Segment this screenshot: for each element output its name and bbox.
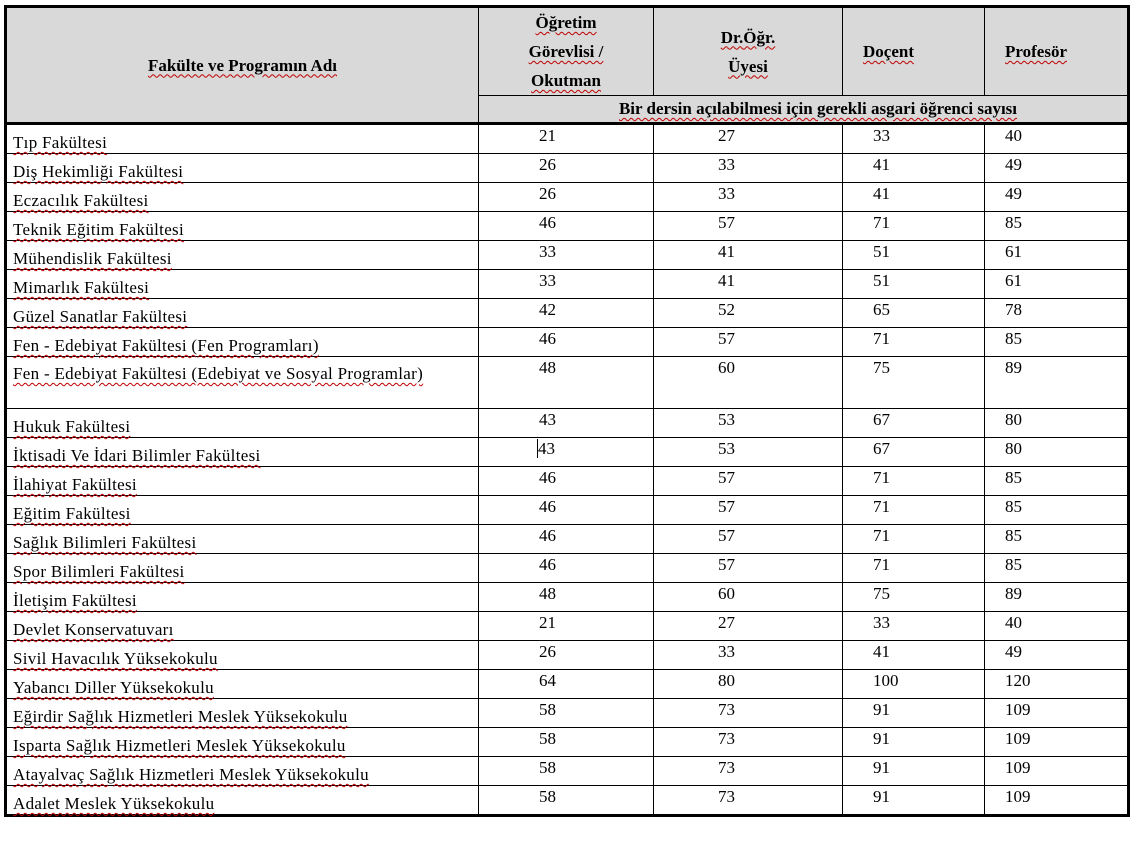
profesor-cell[interactable] bbox=[985, 612, 1129, 641]
ogretim-gorevlisi-cell[interactable] bbox=[479, 786, 654, 816]
header-drogr-line2: Üyesi bbox=[728, 56, 768, 76]
profesor-value: 78 bbox=[1005, 300, 1022, 319]
header-faculty-name: Fakülte ve Programın Adı bbox=[6, 7, 479, 124]
profesor-cell[interactable] bbox=[985, 786, 1129, 816]
docent-value: 33 bbox=[873, 613, 890, 632]
drogr-value: 73 bbox=[718, 729, 735, 748]
profesor-value: 40 bbox=[1005, 613, 1022, 632]
header-dr-ogr-uyesi bbox=[654, 7, 843, 96]
docent-cell[interactable] bbox=[843, 670, 985, 699]
docent-cell[interactable] bbox=[843, 612, 985, 641]
docent-cell[interactable] bbox=[843, 467, 985, 496]
profesor-value: 89 bbox=[1005, 358, 1022, 377]
docent-value: 100 bbox=[873, 671, 899, 690]
ogretim-value: 26 bbox=[539, 184, 556, 203]
table-row bbox=[6, 409, 1129, 438]
drogr-value: 57 bbox=[718, 213, 735, 232]
docent-value: 71 bbox=[873, 213, 890, 232]
dr-ogr-uyesi-cell[interactable] bbox=[654, 525, 843, 554]
table-row bbox=[6, 641, 1129, 670]
docent-cell[interactable] bbox=[843, 525, 985, 554]
table-body bbox=[6, 124, 1129, 816]
faculty-name-cell[interactable] bbox=[6, 699, 479, 728]
dr-ogr-uyesi-cell[interactable] bbox=[654, 699, 843, 728]
profesor-value: 89 bbox=[1005, 584, 1022, 603]
docent-value: 41 bbox=[873, 184, 890, 203]
faculty-name: İktisadi Ve İdari Bilimler Fakültesi bbox=[13, 446, 261, 465]
drogr-value: 27 bbox=[718, 613, 735, 632]
ogretim-gorevlisi-cell[interactable] bbox=[479, 496, 654, 525]
drogr-value: 57 bbox=[718, 526, 735, 545]
ogretim-gorevlisi-cell[interactable] bbox=[479, 699, 654, 728]
ogretim-gorevlisi-cell[interactable] bbox=[479, 183, 654, 212]
faculty-name-cell[interactable] bbox=[6, 328, 479, 357]
docent-value: 91 bbox=[873, 729, 890, 748]
faculty-name-cell[interactable] bbox=[6, 183, 479, 212]
docent-value: 67 bbox=[873, 439, 890, 458]
ogretim-value: 48 bbox=[539, 584, 556, 603]
ogretim-gorevlisi-cell[interactable] bbox=[479, 299, 654, 328]
faculty-name: Mimarlık Fakültesi bbox=[13, 278, 150, 297]
ogretim-gorevlisi-cell[interactable] bbox=[479, 270, 654, 299]
ogretim-value: 33 bbox=[539, 271, 556, 290]
ogretim-gorevlisi-cell[interactable] bbox=[479, 438, 654, 467]
dr-ogr-uyesi-cell[interactable] bbox=[654, 438, 843, 467]
ogretim-gorevlisi-cell[interactable] bbox=[479, 467, 654, 496]
ogretim-gorevlisi-cell[interactable] bbox=[479, 328, 654, 357]
faculty-name-cell[interactable] bbox=[6, 124, 479, 154]
dr-ogr-uyesi-cell[interactable] bbox=[654, 786, 843, 816]
faculty-name: Mühendislik Fakültesi bbox=[13, 249, 172, 268]
drogr-value: 60 bbox=[718, 358, 735, 377]
drogr-value: 57 bbox=[718, 468, 735, 487]
ogretim-value: 43 bbox=[539, 410, 556, 429]
table-row bbox=[6, 212, 1129, 241]
table-row bbox=[6, 786, 1129, 816]
ogretim-value: 48 bbox=[539, 358, 556, 377]
docent-cell[interactable] bbox=[843, 699, 985, 728]
ogretim-gorevlisi-cell[interactable] bbox=[479, 357, 654, 409]
faculty-name: Eğirdir Sağlık Hizmetleri Meslek Yüksekokulu bbox=[13, 707, 348, 726]
docent-value: 91 bbox=[873, 700, 890, 719]
faculty-name: Güzel Sanatlar Fakültesi bbox=[13, 307, 188, 326]
faculty-name: İlahiyat Fakültesi bbox=[13, 475, 137, 494]
ogretim-value: 43 bbox=[538, 439, 555, 458]
profesor-cell[interactable] bbox=[985, 299, 1129, 328]
dr-ogr-uyesi-cell[interactable] bbox=[654, 357, 843, 409]
dr-ogr-uyesi-cell[interactable] bbox=[654, 496, 843, 525]
docent-cell[interactable] bbox=[843, 241, 985, 270]
profesor-cell[interactable] bbox=[985, 583, 1129, 612]
table-row bbox=[6, 241, 1129, 270]
docent-value: 51 bbox=[873, 242, 890, 261]
docent-value: 71 bbox=[873, 329, 890, 348]
faculty-name-cell[interactable] bbox=[6, 299, 479, 328]
ogretim-gorevlisi-cell[interactable] bbox=[479, 212, 654, 241]
ogretim-value: 46 bbox=[539, 555, 556, 574]
docent-cell[interactable] bbox=[843, 728, 985, 757]
drogr-value: 73 bbox=[718, 758, 735, 777]
ogretim-gorevlisi-cell[interactable] bbox=[479, 583, 654, 612]
drogr-value: 53 bbox=[718, 410, 735, 429]
docent-cell[interactable] bbox=[843, 124, 985, 154]
profesor-value: 80 bbox=[1005, 439, 1022, 458]
faculty-name: Atayalvaç Sağlık Hizmetleri Meslek Yüksekokulu bbox=[13, 765, 369, 784]
table-row bbox=[6, 728, 1129, 757]
faculty-name-cell[interactable] bbox=[6, 270, 479, 299]
dr-ogr-uyesi-cell[interactable] bbox=[654, 583, 843, 612]
ogretim-value: 42 bbox=[539, 300, 556, 319]
profesor-cell[interactable] bbox=[985, 757, 1129, 786]
faculty-name-cell[interactable] bbox=[6, 641, 479, 670]
profesor-cell[interactable] bbox=[985, 154, 1129, 183]
table-row bbox=[6, 757, 1129, 786]
faculty-name-cell[interactable] bbox=[6, 670, 479, 699]
profesor-cell[interactable] bbox=[985, 124, 1129, 154]
ogretim-gorevlisi-cell[interactable] bbox=[479, 670, 654, 699]
document-page bbox=[4, 5, 1127, 817]
profesor-value: 80 bbox=[1005, 410, 1022, 429]
ogretim-gorevlisi-cell[interactable] bbox=[479, 612, 654, 641]
profesor-value: 85 bbox=[1005, 526, 1022, 545]
profesor-cell[interactable] bbox=[985, 670, 1129, 699]
dr-ogr-uyesi-cell[interactable] bbox=[654, 270, 843, 299]
table-row bbox=[6, 467, 1129, 496]
drogr-value: 60 bbox=[718, 584, 735, 603]
drogr-value: 33 bbox=[718, 155, 735, 174]
profesor-value: 61 bbox=[1005, 242, 1022, 261]
profesor-value: 49 bbox=[1005, 184, 1022, 203]
ogretim-gorevlisi-cell[interactable] bbox=[479, 124, 654, 154]
drogr-value: 57 bbox=[718, 555, 735, 574]
table-row bbox=[6, 496, 1129, 525]
drogr-value: 57 bbox=[718, 497, 735, 516]
drogr-value: 41 bbox=[718, 271, 735, 290]
drogr-value: 73 bbox=[718, 787, 735, 806]
ogretim-value: 26 bbox=[539, 642, 556, 661]
faculty-name: Sivil Havacılık Yüksekokulu bbox=[13, 649, 218, 668]
faculty-name: Devlet Konservatuvarı bbox=[13, 620, 174, 639]
ogretim-value: 46 bbox=[539, 468, 556, 487]
profesor-value: 120 bbox=[1005, 671, 1031, 690]
ogretim-value: 46 bbox=[539, 329, 556, 348]
dr-ogr-uyesi-cell[interactable] bbox=[654, 328, 843, 357]
header-ogretim-line1: Öğretim bbox=[535, 13, 597, 32]
header-ogretim-gorevlisi bbox=[479, 7, 654, 96]
minimum-students-table bbox=[4, 5, 1130, 817]
faculty-name: Spor Bilimleri Fakültesi bbox=[13, 562, 185, 581]
dr-ogr-uyesi-cell[interactable] bbox=[654, 183, 843, 212]
docent-cell[interactable] bbox=[843, 299, 985, 328]
faculty-name-cell[interactable] bbox=[6, 612, 479, 641]
docent-cell[interactable] bbox=[843, 786, 985, 816]
docent-value: 75 bbox=[873, 584, 890, 603]
docent-cell[interactable] bbox=[843, 328, 985, 357]
ogretim-gorevlisi-cell[interactable] bbox=[479, 154, 654, 183]
faculty-name: Tıp Fakültesi bbox=[13, 133, 108, 152]
docent-cell[interactable] bbox=[843, 496, 985, 525]
faculty-name: Diş Hekimliği Fakültesi bbox=[13, 162, 184, 181]
profesor-cell[interactable] bbox=[985, 438, 1129, 467]
docent-cell[interactable] bbox=[843, 357, 985, 409]
docent-value: 71 bbox=[873, 497, 890, 516]
docent-value: 71 bbox=[873, 555, 890, 574]
table-row bbox=[6, 299, 1129, 328]
docent-cell[interactable] bbox=[843, 757, 985, 786]
ogretim-gorevlisi-cell[interactable] bbox=[479, 554, 654, 583]
table-row bbox=[6, 183, 1129, 212]
ogretim-value: 21 bbox=[539, 613, 556, 632]
drogr-value: 33 bbox=[718, 642, 735, 661]
faculty-name-cell[interactable] bbox=[6, 154, 479, 183]
table-row bbox=[6, 699, 1129, 728]
faculty-name-cell[interactable] bbox=[6, 496, 479, 525]
ogretim-value: 26 bbox=[539, 155, 556, 174]
faculty-name-cell[interactable] bbox=[6, 409, 479, 438]
profesor-value: 85 bbox=[1005, 497, 1022, 516]
docent-value: 33 bbox=[873, 126, 890, 145]
table-row bbox=[6, 124, 1129, 154]
table-row bbox=[6, 525, 1129, 554]
faculty-name: Hukuk Fakültesi bbox=[13, 417, 131, 436]
profesor-cell[interactable] bbox=[985, 241, 1129, 270]
dr-ogr-uyesi-cell[interactable] bbox=[654, 612, 843, 641]
docent-cell[interactable] bbox=[843, 270, 985, 299]
profesor-value: 40 bbox=[1005, 126, 1022, 145]
faculty-name-cell[interactable] bbox=[6, 525, 479, 554]
ogretim-value: 58 bbox=[539, 787, 556, 806]
faculty-name-cell[interactable] bbox=[6, 583, 479, 612]
docent-cell[interactable] bbox=[843, 183, 985, 212]
profesor-cell[interactable] bbox=[985, 467, 1129, 496]
docent-value: 41 bbox=[873, 642, 890, 661]
faculty-name: Yabancı Diller Yüksekokulu bbox=[13, 678, 214, 697]
profesor-value: 61 bbox=[1005, 271, 1022, 290]
profesor-value: 109 bbox=[1005, 700, 1031, 719]
ogretim-value: 58 bbox=[539, 729, 556, 748]
ogretim-value: 58 bbox=[539, 758, 556, 777]
header-drogr-line1: Dr.Öğr. bbox=[720, 27, 776, 47]
profesor-cell[interactable] bbox=[985, 728, 1129, 757]
drogr-value: 80 bbox=[718, 671, 735, 690]
ogretim-gorevlisi-cell[interactable] bbox=[479, 757, 654, 786]
dr-ogr-uyesi-cell[interactable] bbox=[654, 554, 843, 583]
table-row bbox=[6, 612, 1129, 641]
table-row bbox=[6, 154, 1129, 183]
faculty-name: Fen - Edebiyat Fakültesi (Edebiyat ve Sosyal Programlar) bbox=[13, 364, 424, 383]
docent-value: 71 bbox=[873, 468, 890, 487]
ogretim-gorevlisi-cell[interactable] bbox=[479, 525, 654, 554]
table-row bbox=[6, 328, 1129, 357]
profesor-cell[interactable] bbox=[985, 496, 1129, 525]
faculty-name: Adalet Meslek Yüksekokulu bbox=[13, 794, 215, 813]
faculty-name: Eğitim Fakültesi bbox=[13, 504, 131, 523]
ogretim-value: 33 bbox=[539, 242, 556, 261]
profesor-cell[interactable] bbox=[985, 554, 1129, 583]
docent-value: 75 bbox=[873, 358, 890, 377]
dr-ogr-uyesi-cell[interactable] bbox=[654, 241, 843, 270]
header-ogretim-line3: Okutman bbox=[531, 71, 601, 90]
docent-cell[interactable] bbox=[843, 438, 985, 467]
docent-cell[interactable] bbox=[843, 409, 985, 438]
faculty-name-cell[interactable] bbox=[6, 212, 479, 241]
faculty-name: İletişim Fakültesi bbox=[13, 591, 137, 610]
faculty-name: Fen - Edebiyat Fakültesi (Fen Programları) bbox=[13, 336, 319, 355]
ogretim-value: 46 bbox=[539, 526, 556, 545]
profesor-value: 85 bbox=[1005, 555, 1022, 574]
profesor-cell[interactable] bbox=[985, 357, 1129, 409]
ogretim-gorevlisi-cell[interactable] bbox=[479, 641, 654, 670]
faculty-name: Isparta Sağlık Hizmetleri Meslek Yüksekokulu bbox=[13, 736, 346, 755]
docent-value: 41 bbox=[873, 155, 890, 174]
ogretim-value: 46 bbox=[539, 213, 556, 232]
ogretim-value: 58 bbox=[539, 700, 556, 719]
ogretim-gorevlisi-cell[interactable] bbox=[479, 409, 654, 438]
dr-ogr-uyesi-cell[interactable] bbox=[654, 467, 843, 496]
faculty-name-cell[interactable] bbox=[6, 728, 479, 757]
docent-value: 65 bbox=[873, 300, 890, 319]
docent-cell[interactable] bbox=[843, 212, 985, 241]
faculty-name-cell[interactable] bbox=[6, 438, 479, 467]
profesor-cell[interactable] bbox=[985, 641, 1129, 670]
profesor-value: 85 bbox=[1005, 213, 1022, 232]
drogr-value: 41 bbox=[718, 242, 735, 261]
docent-cell[interactable] bbox=[843, 554, 985, 583]
docent-cell[interactable] bbox=[843, 641, 985, 670]
dr-ogr-uyesi-cell[interactable] bbox=[654, 641, 843, 670]
docent-cell[interactable] bbox=[843, 154, 985, 183]
dr-ogr-uyesi-cell[interactable] bbox=[654, 299, 843, 328]
profesor-cell[interactable] bbox=[985, 409, 1129, 438]
profesor-value: 49 bbox=[1005, 155, 1022, 174]
profesor-cell[interactable] bbox=[985, 699, 1129, 728]
drogr-value: 33 bbox=[718, 184, 735, 203]
faculty-name: Teknik Eğitim Fakültesi bbox=[13, 220, 184, 239]
profesor-cell[interactable] bbox=[985, 328, 1129, 357]
table-row bbox=[6, 357, 1129, 409]
ogretim-value: 46 bbox=[539, 497, 556, 516]
subheader-min-students: Bir dersin açılabilmesi için gerekli asgari öğrenci sayısı bbox=[479, 96, 1129, 124]
header-profesor: Profesör bbox=[985, 7, 1129, 96]
faculty-name-cell[interactable] bbox=[6, 241, 479, 270]
docent-value: 91 bbox=[873, 787, 890, 806]
ogretim-gorevlisi-cell[interactable] bbox=[479, 241, 654, 270]
ogretim-value: 64 bbox=[539, 671, 556, 690]
profesor-value: 109 bbox=[1005, 758, 1031, 777]
drogr-value: 57 bbox=[718, 329, 735, 348]
table-row bbox=[6, 670, 1129, 699]
profesor-cell[interactable] bbox=[985, 212, 1129, 241]
profesor-value: 85 bbox=[1005, 329, 1022, 348]
faculty-name-cell[interactable] bbox=[6, 554, 479, 583]
drogr-value: 53 bbox=[718, 439, 735, 458]
table-row bbox=[6, 438, 1129, 467]
header-row bbox=[6, 7, 1129, 96]
drogr-value: 27 bbox=[718, 126, 735, 145]
profesor-cell[interactable] bbox=[985, 525, 1129, 554]
table-row bbox=[6, 270, 1129, 299]
drogr-value: 73 bbox=[718, 700, 735, 719]
docent-value: 51 bbox=[873, 271, 890, 290]
profesor-value: 109 bbox=[1005, 729, 1031, 748]
faculty-name-cell[interactable] bbox=[6, 467, 479, 496]
dr-ogr-uyesi-cell[interactable] bbox=[654, 409, 843, 438]
faculty-name: Eczacılık Fakültesi bbox=[13, 191, 149, 210]
header-docent: Doçent bbox=[843, 7, 985, 96]
docent-value: 71 bbox=[873, 526, 890, 545]
ogretim-gorevlisi-cell[interactable] bbox=[479, 728, 654, 757]
dr-ogr-uyesi-cell[interactable] bbox=[654, 757, 843, 786]
dr-ogr-uyesi-cell[interactable] bbox=[654, 124, 843, 154]
profesor-value: 109 bbox=[1005, 787, 1031, 806]
header-ogretim-line2: Görevlisi / bbox=[528, 42, 604, 61]
profesor-value: 49 bbox=[1005, 642, 1022, 661]
dr-ogr-uyesi-cell[interactable] bbox=[654, 212, 843, 241]
ogretim-value: 21 bbox=[539, 126, 556, 145]
docent-cell[interactable] bbox=[843, 583, 985, 612]
faculty-name-cell[interactable] bbox=[6, 357, 479, 409]
dr-ogr-uyesi-cell[interactable] bbox=[654, 670, 843, 699]
profesor-cell[interactable] bbox=[985, 270, 1129, 299]
table-row bbox=[6, 583, 1129, 612]
table-row bbox=[6, 554, 1129, 583]
dr-ogr-uyesi-cell[interactable] bbox=[654, 728, 843, 757]
dr-ogr-uyesi-cell[interactable] bbox=[654, 154, 843, 183]
drogr-value: 52 bbox=[718, 300, 735, 319]
profesor-cell[interactable] bbox=[985, 183, 1129, 212]
faculty-name: Sağlık Bilimleri Fakültesi bbox=[13, 533, 197, 552]
profesor-value: 85 bbox=[1005, 468, 1022, 487]
faculty-name-cell[interactable] bbox=[6, 757, 479, 786]
faculty-name-cell[interactable] bbox=[6, 786, 479, 816]
docent-value: 91 bbox=[873, 758, 890, 777]
docent-value: 67 bbox=[873, 410, 890, 429]
